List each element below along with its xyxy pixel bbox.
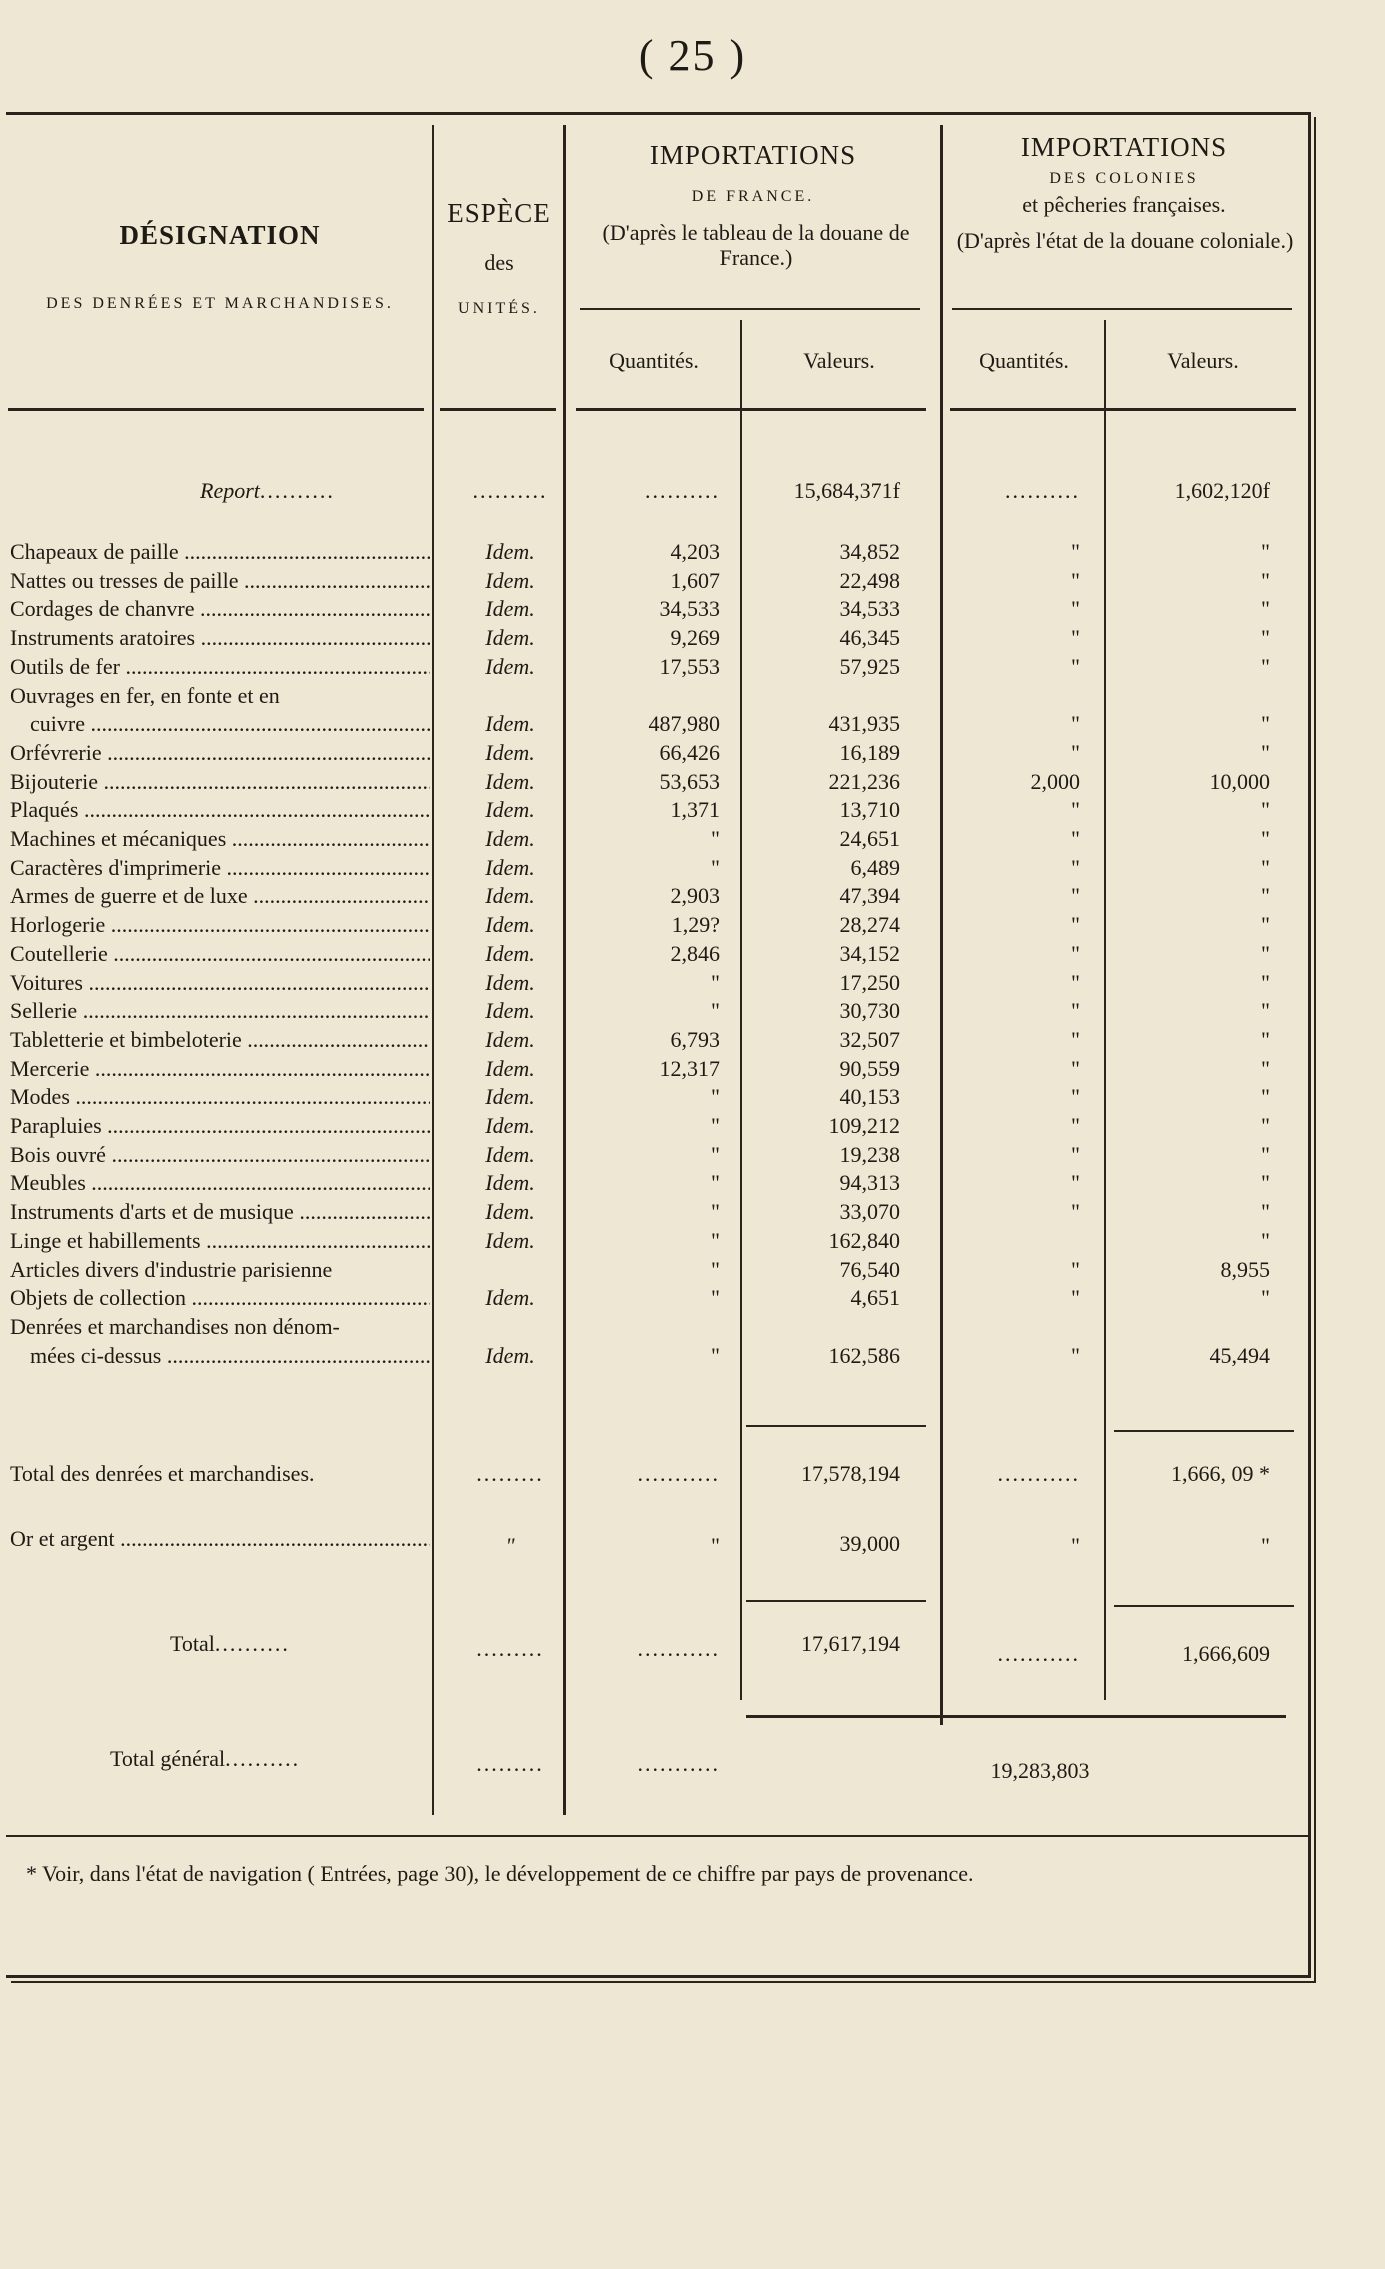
row-q2: " xyxy=(1071,1027,1080,1052)
row-v2: 10,000 xyxy=(1209,769,1270,794)
row-unit: Idem. xyxy=(485,941,535,966)
row-label: Parapluies ..... xyxy=(10,1112,430,1140)
row-q1: 9,269 xyxy=(670,625,720,650)
row-v1: 90,559 xyxy=(839,1056,900,1081)
row-q1: 1,29? xyxy=(671,912,720,937)
row-label: Plaqués ..... xyxy=(10,796,430,824)
header-rule xyxy=(8,408,424,411)
row-v1: 57,925 xyxy=(839,654,900,679)
row-unit: Idem. xyxy=(485,625,535,650)
designation-header: DÉSIGNATION xyxy=(119,220,321,250)
total-general-label: Total général.......... xyxy=(110,1746,301,1771)
espece-header: ESPÈCE xyxy=(447,198,551,228)
row-label: cuivre ..... xyxy=(30,710,430,738)
row-q2: " xyxy=(1071,912,1080,937)
row-label: Chapeaux de paille ..... xyxy=(10,538,430,566)
row-label: Cordages de chanvre ..... xyxy=(10,595,430,623)
row-label: Caractères d'imprimerie ..... xyxy=(10,854,430,882)
row-q2: 2,000 xyxy=(1030,769,1080,794)
row-unit: Idem. xyxy=(485,769,535,794)
sum-rule xyxy=(746,1600,926,1602)
row-v2: " xyxy=(1261,797,1270,822)
row-unit: Idem. xyxy=(485,596,535,621)
france-header: IMPORTATIONS xyxy=(649,140,857,170)
row-v1: 94,313 xyxy=(839,1170,900,1195)
brace-rule xyxy=(580,308,920,310)
row-unit: Idem. xyxy=(485,855,535,880)
row-v2: 45,494 xyxy=(1209,1343,1270,1368)
row-v2: " xyxy=(1261,539,1270,564)
row-label: Instruments d'arts et de musique ..... xyxy=(10,1198,430,1226)
report-unit: .......... xyxy=(472,478,548,503)
row-label: mées ci-dessus ..... xyxy=(30,1342,430,1370)
row-v1: 22,498 xyxy=(839,568,900,593)
row-v2: " xyxy=(1261,596,1270,621)
row-label: Voitures ..... xyxy=(10,969,430,997)
row-q1: " xyxy=(711,855,720,880)
row-v1: 32,507 xyxy=(839,1027,900,1052)
column-rule xyxy=(432,125,434,1815)
sum-rule xyxy=(1114,1430,1294,1432)
row-label: Articles divers d'industrie parisienne xyxy=(10,1257,333,1282)
row-v2: " xyxy=(1261,711,1270,736)
row-v1: 17,250 xyxy=(839,970,900,995)
report-q1: .......... xyxy=(645,478,720,503)
col-header-valeurs-colonies: Valeurs. xyxy=(1167,348,1239,373)
row-v1: 30,730 xyxy=(839,998,900,1023)
row-v2: " xyxy=(1261,1113,1270,1138)
row-label: Linge et habillements ..... xyxy=(10,1227,430,1255)
france-note: (D'après le tableau de la douane de France.) xyxy=(602,220,910,271)
row-q2: " xyxy=(1071,1285,1080,1310)
total-denrees-v1: 17,578,194 xyxy=(801,1461,900,1486)
row-q2: " xyxy=(1071,568,1080,593)
row-v1: 4,651 xyxy=(850,1285,900,1310)
row-v1: 34,852 xyxy=(839,539,900,564)
row-label: Bois ouvré ..... xyxy=(10,1141,430,1169)
row-v1: 13,710 xyxy=(839,797,900,822)
colonies-subheader-2: et pêcheries françaises. xyxy=(1022,192,1226,217)
row-v2: " xyxy=(1261,740,1270,765)
total-general-q1: ........... xyxy=(637,1751,720,1776)
column-rule xyxy=(940,125,943,1725)
row-q2: " xyxy=(1071,998,1080,1023)
row-label: Horlogerie ..... xyxy=(10,911,430,939)
row-q1: " xyxy=(711,1084,720,1109)
row-label: Instruments aratoires ..... xyxy=(10,624,430,652)
header-rule xyxy=(950,408,1296,411)
row-unit: Idem. xyxy=(485,740,535,765)
row-v1: 46,345 xyxy=(839,625,900,650)
row-unit: Idem. xyxy=(485,1199,535,1224)
report-v1: 15,684,371f xyxy=(793,478,900,503)
row-v2: " xyxy=(1261,1027,1270,1052)
row-q1: 53,653 xyxy=(659,769,720,794)
row-v2: " xyxy=(1261,1285,1270,1310)
row-v1: 76,540 xyxy=(839,1257,900,1282)
row-label: Objets de collection ..... xyxy=(10,1284,430,1312)
row-q1: 2,846 xyxy=(670,941,720,966)
row-label: Ouvrages en fer, en fonte et en xyxy=(10,683,280,708)
row-q1: 66,426 xyxy=(659,740,720,765)
row-q2: " xyxy=(1071,596,1080,621)
row-v1: 221,236 xyxy=(828,769,900,794)
total-label: Total.......... xyxy=(170,1631,290,1656)
row-label: Mercerie ..... xyxy=(10,1055,430,1083)
row-q1: 1,607 xyxy=(670,568,720,593)
row-q2: " xyxy=(1071,826,1080,851)
sum-rule xyxy=(746,1425,926,1427)
col-header-quantites-colonies: Quantités. xyxy=(979,348,1069,373)
row-unit: Idem. xyxy=(485,998,535,1023)
row-v2: 8,955 xyxy=(1220,1257,1270,1282)
total-general-unit: ......... xyxy=(476,1751,544,1776)
row-unit: Idem. xyxy=(485,1228,535,1253)
row-unit: Idem. xyxy=(485,654,535,679)
row-q1: " xyxy=(711,1199,720,1224)
row-q2: " xyxy=(1071,970,1080,995)
row-label: Machines et mécaniques ..... xyxy=(10,825,430,853)
row-v1: 19,238 xyxy=(839,1142,900,1167)
row-q2: " xyxy=(1071,1343,1080,1368)
row-v2: " xyxy=(1261,1170,1270,1195)
row-q1: " xyxy=(711,1170,720,1195)
row-v1: 162,840 xyxy=(828,1228,900,1253)
row-q2: " xyxy=(1071,625,1080,650)
header-rule xyxy=(576,408,926,411)
row-q2: " xyxy=(1071,539,1080,564)
row-unit: Idem. xyxy=(485,970,535,995)
row-q2: " xyxy=(1071,654,1080,679)
row-q2: " xyxy=(1071,941,1080,966)
row-v1: 28,274 xyxy=(839,912,900,937)
or-argent-v1: 39,000 xyxy=(839,1531,900,1556)
row-v2: " xyxy=(1261,568,1270,593)
row-q2: " xyxy=(1071,1084,1080,1109)
row-q2: " xyxy=(1071,855,1080,880)
row-q2: " xyxy=(1071,1113,1080,1138)
row-q1: " xyxy=(711,970,720,995)
total-v2: 1,666,609 xyxy=(1182,1641,1270,1666)
col-header-valeurs-france: Valeurs. xyxy=(803,348,875,373)
header-rule xyxy=(440,408,556,411)
row-label: Denrées et marchandises non dénom- xyxy=(10,1314,340,1339)
row-v2: " xyxy=(1261,912,1270,937)
row-q1: " xyxy=(711,1257,720,1282)
report-q2: .......... xyxy=(1005,478,1080,503)
row-q1: 6,793 xyxy=(670,1027,720,1052)
row-label: Nattes ou tresses de paille ..... xyxy=(10,567,430,595)
total-denrees-q1: ........... xyxy=(637,1461,720,1486)
row-q1: 1,371 xyxy=(670,797,720,822)
row-unit: Idem. xyxy=(485,1142,535,1167)
row-q1: " xyxy=(711,1142,720,1167)
row-unit: Idem. xyxy=(485,797,535,822)
row-label: Orfévrerie ..... xyxy=(10,739,430,767)
row-v2: " xyxy=(1261,941,1270,966)
row-v1: 162,586 xyxy=(828,1343,900,1368)
row-label: Outils de fer ..... xyxy=(10,653,430,681)
total-v1: 17,617,194 xyxy=(801,1631,900,1656)
total-denrees-unit: ......... xyxy=(476,1461,544,1486)
col-header-quantites-france: Quantités. xyxy=(609,348,699,373)
row-v1: 109,212 xyxy=(828,1113,900,1138)
row-v2: " xyxy=(1261,654,1270,679)
row-v1: 47,394 xyxy=(839,883,900,908)
row-label: Meubles ..... xyxy=(10,1169,430,1197)
row-v1: 34,533 xyxy=(839,596,900,621)
total-denrees-q2: ........... xyxy=(997,1461,1080,1486)
colonies-note: (D'après l'état de la douane coloniale.) xyxy=(956,228,1294,253)
row-v2: " xyxy=(1261,855,1270,880)
row-q1: 17,553 xyxy=(659,654,720,679)
page-number: ( 25 ) xyxy=(638,31,747,80)
row-q2: " xyxy=(1071,1056,1080,1081)
row-unit: Idem. xyxy=(485,1285,535,1310)
row-unit: Idem. xyxy=(485,539,535,564)
row-unit: Idem. xyxy=(485,1084,535,1109)
row-unit: Idem. xyxy=(485,826,535,851)
row-v1: 40,153 xyxy=(839,1084,900,1109)
row-q1: " xyxy=(711,998,720,1023)
row-v1: 431,935 xyxy=(828,711,900,736)
total-q2: ........... xyxy=(997,1641,1080,1666)
row-v1: 6,489 xyxy=(850,855,900,880)
report-v2: 1,602,120f xyxy=(1174,478,1270,503)
footnote-rule xyxy=(6,1835,1308,1837)
row-q2: " xyxy=(1071,740,1080,765)
total-denrees-label: Total des denrées et marchandises. xyxy=(10,1461,315,1486)
row-q1: 12,317 xyxy=(659,1056,720,1081)
row-label: Tabletterie et bimbeloterie ..... xyxy=(10,1026,430,1054)
total-unit: ......... xyxy=(476,1636,544,1661)
row-v2: " xyxy=(1261,1056,1270,1081)
row-q1: " xyxy=(711,1343,720,1368)
designation-subheader: DES DENRÉES ET MARCHANDISES. xyxy=(46,295,394,312)
grand-total-rule xyxy=(746,1715,1286,1718)
or-argent-unit: " xyxy=(505,1533,515,1558)
row-v1: 24,651 xyxy=(839,826,900,851)
row-q1: " xyxy=(711,1113,720,1138)
row-q2: " xyxy=(1071,1142,1080,1167)
row-unit: Idem. xyxy=(485,568,535,593)
row-v2: " xyxy=(1261,625,1270,650)
row-unit: Idem. xyxy=(485,1343,535,1368)
sum-rule xyxy=(1114,1605,1294,1607)
row-q1: 487,980 xyxy=(648,711,720,736)
row-unit: Idem. xyxy=(485,711,535,736)
row-v1: 34,152 xyxy=(839,941,900,966)
france-subheader: DE FRANCE. xyxy=(691,188,815,205)
row-v2: " xyxy=(1261,1142,1270,1167)
row-unit: Idem. xyxy=(485,1170,535,1195)
espece-unites: UNITÉS. xyxy=(458,300,540,317)
row-q1: 4,203 xyxy=(670,539,720,564)
or-argent-q1: " xyxy=(711,1533,720,1558)
row-label: Coutellerie ..... xyxy=(10,940,430,968)
report-label: Report.......... xyxy=(200,478,335,503)
row-label: Bijouterie ..... xyxy=(10,768,430,796)
row-label: Modes ..... xyxy=(10,1083,430,1111)
espece-des: des xyxy=(484,250,514,275)
row-q2: " xyxy=(1071,1170,1080,1195)
row-q2: " xyxy=(1071,1257,1080,1282)
row-label: Sellerie ..... xyxy=(10,997,430,1025)
row-unit: Idem. xyxy=(485,1113,535,1138)
row-q1: " xyxy=(711,826,720,851)
or-argent-v2: " xyxy=(1261,1533,1270,1558)
row-v2: " xyxy=(1261,998,1270,1023)
row-unit: Idem. xyxy=(485,912,535,937)
row-v2: " xyxy=(1261,826,1270,851)
row-v1: 16,189 xyxy=(839,740,900,765)
or-argent-label: Or et argent ..... xyxy=(10,1525,430,1553)
row-q2: " xyxy=(1071,711,1080,736)
colonies-subheader: DES COLONIES xyxy=(1049,170,1199,187)
total-denrees-v2: 1,666, 09 * xyxy=(1171,1461,1270,1486)
total-general-value: 19,283,803 xyxy=(990,1758,1090,1783)
row-unit: Idem. xyxy=(485,1056,535,1081)
total-q1: ........... xyxy=(637,1636,720,1661)
row-unit: Idem. xyxy=(485,1027,535,1052)
row-q2: " xyxy=(1071,797,1080,822)
row-v2: " xyxy=(1261,970,1270,995)
row-q1: 34,533 xyxy=(659,596,720,621)
column-rule xyxy=(1104,320,1106,1700)
row-q2: " xyxy=(1071,883,1080,908)
row-q2: " xyxy=(1071,1199,1080,1224)
row-q1: 2,903 xyxy=(670,883,720,908)
brace-rule xyxy=(952,308,1292,310)
footnote: * Voir, dans l'état de navigation ( Entrées, page 30), le développement de ce chiffre par pays de provenance. xyxy=(26,1861,974,1886)
row-q1: " xyxy=(711,1228,720,1253)
colonies-header: IMPORTATIONS xyxy=(1020,132,1228,162)
row-label: Armes de guerre et de luxe ..... xyxy=(10,882,430,910)
row-v2: " xyxy=(1261,883,1270,908)
row-v2: " xyxy=(1261,1228,1270,1253)
row-v1: 33,070 xyxy=(839,1199,900,1224)
row-q1: " xyxy=(711,1285,720,1310)
row-v2: " xyxy=(1261,1084,1270,1109)
row-v2: " xyxy=(1261,1199,1270,1224)
row-unit: Idem. xyxy=(485,883,535,908)
or-argent-q2: " xyxy=(1071,1533,1080,1558)
